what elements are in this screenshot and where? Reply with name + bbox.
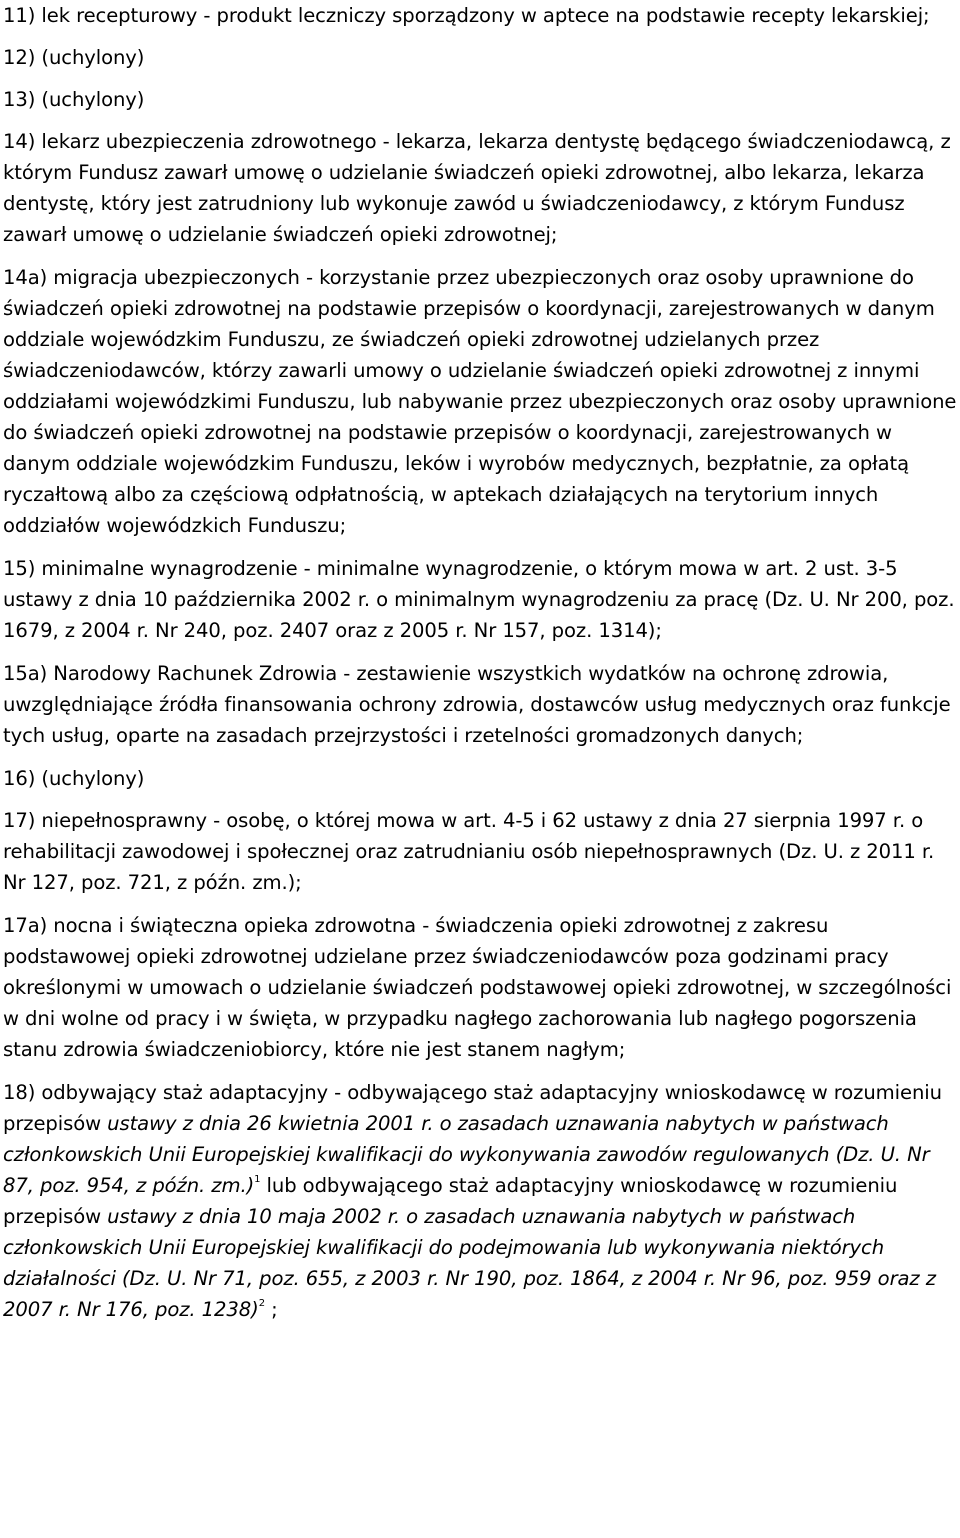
item-18-citation-2: ustawy z dnia 10 maja 2002 r. o zasadach uznawania nabytych w państwach członkowskich Unii Europejskiej kwalifikacji do podejmowania lub wykonywania niektórych działalności (Dz. U. Nr 71, poz. 655, z 2003 r. Nr 190, poz. 1864, z 2004 r. Nr 96, poz. 959 oraz z 2007 r. Nr 176, poz. 1238) [3,1205,936,1321]
definition-item-17: 17) niepełnosprawny - osobę, o której mowa w art. 4-5 i 62 ustawy z dnia 27 sierpnia 1997 r. o rehabilitacji zawodowej i społecznej oraz zatrudnianiu osób niepełnosprawnych (Dz. U. z 2011 r. Nr 127, poz. 721, z późn. zm.); [3,809,935,894]
definition-item-14a: 14a) migracja ubezpieczonych - korzystanie przez ubezpieczonych oraz osoby uprawnione do świadczeń opieki zdrowotnej na podstawie przepisów o koordynacji, zarejestrowanych w danym oddziale wojewódzkim Funduszu, ze świadczeń opieki zdrowotnej udzielanych przez świadczeniodawców, którzy zawarli umowy o udzielanie świadczeń opieki zdrowotnej z innymi oddziałami wojewódzkimi Funduszu, lub nabywanie przez ubezpieczonych oraz osoby uprawnione do świadczeń opieki zdrowotnej na podstawie przepisów o koordynacji, zarejestrowanych w danym oddziale wojewódzkim Funduszu, leków i wyrobów medycznych, bezpłatnie, za opłatą ryczałtową albo za częściową odpłatnością, w aptekach działających na terytorium innych oddziałów wojewódzkich Funduszu; [3,266,957,537]
item-18-text-2: lub odbywającego staż adaptacyjny wnioskodawcę w rozumieniu przepisów [3,1174,898,1228]
item-18-citation-1: ustawy z dnia 26 kwietnia 2001 r. o zasadach uznawania nabytych w państwach członkowskich Unii Europejskiej kwalifikacji do wykonywania zawodów regulowanych (Dz. U. Nr 87, poz. 954, z późn. zm.) [3,1112,930,1197]
definition-item-12: 12) (uchylony) [3,46,145,69]
definition-item-15a: 15a) Narodowy Rachunek Zdrowia - zestawienie wszystkich wydatków na ochronę zdrowia, uwzględniające źródła finansowania ochrony zdrowia, dostawców usług medycznych oraz funkcje tych usług, oparte na zasadach przejrzystości i rzetelności gromadzonych danych; [3,662,951,747]
definition-item-16: 16) (uchylony) [3,767,145,790]
definition-item-13: 13) (uchylony) [3,88,145,111]
definition-item-17a: 17a) nocna i świąteczna opieka zdrowotna - świadczenia opieki zdrowotnej z zakresu podstawowej opieki zdrowotnej udzielane przez świadczeniodawców poza godzinami pracy określonymi w umowach o udzielanie świadczeń podstawowej opieki zdrowotnej, w szczególności w dni wolne od pracy i w święta, w przypadku nagłego zachorowania lub nagłego pogorszenia stanu zdrowia świadczeniobiorcy, które nie jest stanem nagłym; [3,914,952,1061]
definition-item-18 [3,1077,958,1325]
definition-item-11: 11) lek recepturowy - produkt leczniczy sporządzony w aptece na podstawie recepty lekarskiej; [3,4,930,27]
document-page [3,0,958,1325]
item-18-text-1: 18) odbywający staż adaptacyjny - odbywającego staż adaptacyjny wnioskodawcę w rozumieniu przepisów [3,1081,942,1135]
footnote-ref-1[interactable]: 1 [254,1174,261,1186]
footnote-ref-2[interactable]: 2 [258,1298,265,1310]
item-18-text-3: ; [264,1298,278,1321]
definition-item-14: 14) lekarz ubezpieczenia zdrowotnego - lekarza, lekarza dentystę będącego świadczeniodawcą, z którym Fundusz zawarł umowę o udzielanie świadczeń opieki zdrowotnej, albo lekarza, lekarza dentystę, który jest zatrudniony lub wykonuje zawód u świadczeniodawcy, z którym Fundusz zawarł umowę o udzielanie świadczeń opieki zdrowotnej; [3,130,951,246]
definition-item-15: 15) minimalne wynagrodzenie - minimalne wynagrodzenie, o którym mowa w art. 2 ust. 3-5 ustawy z dnia 10 października 2002 r. o minimalnym wynagrodzeniu za pracę (Dz. U. Nr 200, poz. 1679, z 2004 r. Nr 240, poz. 2407 oraz z 2005 r. Nr 157, poz. 1314); [3,557,955,642]
